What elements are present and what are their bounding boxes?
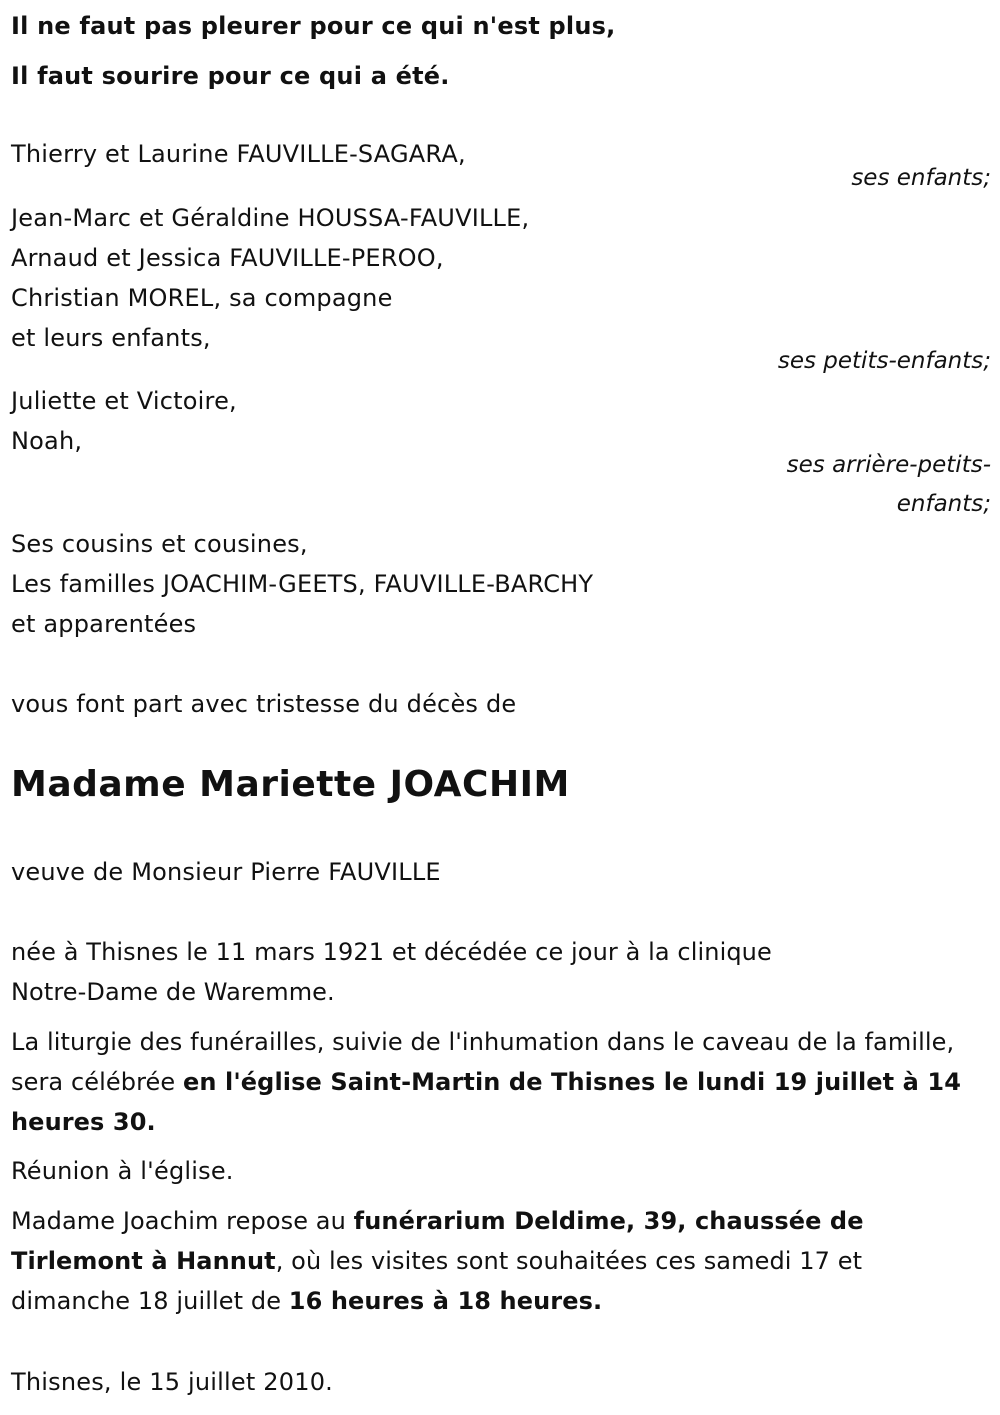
grandchildren-line-2: Arnaud et Jessica FAUVILLE-PEROO, (11, 244, 444, 272)
great-grandchildren-role-line-2: enfants; (896, 491, 991, 517)
quote-line-2: Il faut sourire pour ce qui a été. (11, 62, 450, 90)
repose-location: funérarium Deldime, 39, chaussée de Tirlemont à Hannut (11, 1207, 864, 1275)
reunion: Réunion à l'église. (11, 1157, 234, 1185)
children-names: Thierry et Laurine FAUVILLE-SAGARA, (11, 140, 466, 168)
grandchildren-line-3: Christian MOREL, sa compagne (11, 284, 393, 312)
great-grandchildren-role-line-1: ses arrière-petits- (786, 452, 991, 478)
grandchildren-line-1: Jean-Marc et Géraldine HOUSSA-FAUVILLE, (11, 204, 530, 232)
deceased-name: Madame Mariette JOACHIM (11, 764, 570, 805)
others-line-3: et apparentées (11, 610, 197, 638)
liturgy-location-time: en l'église Saint-Martin de Thisnes le lundi 19 juillet à 14 heures 30. (11, 1068, 962, 1136)
repose-paragraph (11, 1201, 971, 1321)
others-line-1: Ses cousins et cousines, (11, 530, 308, 558)
great-grandchildren-line-1: Juliette et Victoire, (11, 387, 237, 415)
announcement: vous font part avec tristesse du décès de (11, 690, 517, 718)
grandchildren-role: ses petits-enfants; (777, 348, 991, 374)
widow-of: veuve de Monsieur Pierre FAUVILLE (11, 858, 441, 886)
place-date: Thisnes, le 15 juillet 2010. (11, 1368, 334, 1396)
liturgy-intro: La liturgie des funérailles, suivie de l'inhumation dans le caveau de la famille, sera célébrée (11, 1028, 955, 1096)
children-role: ses enfants; (851, 165, 991, 191)
repose-intro: Madame Joachim repose au (11, 1207, 354, 1235)
great-grandchildren-line-2: Noah, (11, 427, 83, 455)
repose-visits: , où les visites sont souhaitées ces samedi 17 et dimanche 18 juillet de (11, 1247, 863, 1315)
grandchildren-line-4: et leurs enfants, (11, 324, 211, 352)
repose-hours: 16 heures à 18 heures. (288, 1287, 603, 1315)
liturgy-paragraph (11, 1022, 971, 1142)
quote-line-1: Il ne faut pas pleurer pour ce qui n'est plus, (11, 12, 616, 40)
others-line-2: Les familles JOACHIM-GEETS, FAUVILLE-BARCHY (11, 570, 594, 598)
birth-death-paragraph: née à Thisnes le 11 mars 1921 et décédée ce jour à la clinique Notre-Dame de Waremme. (11, 938, 772, 1006)
